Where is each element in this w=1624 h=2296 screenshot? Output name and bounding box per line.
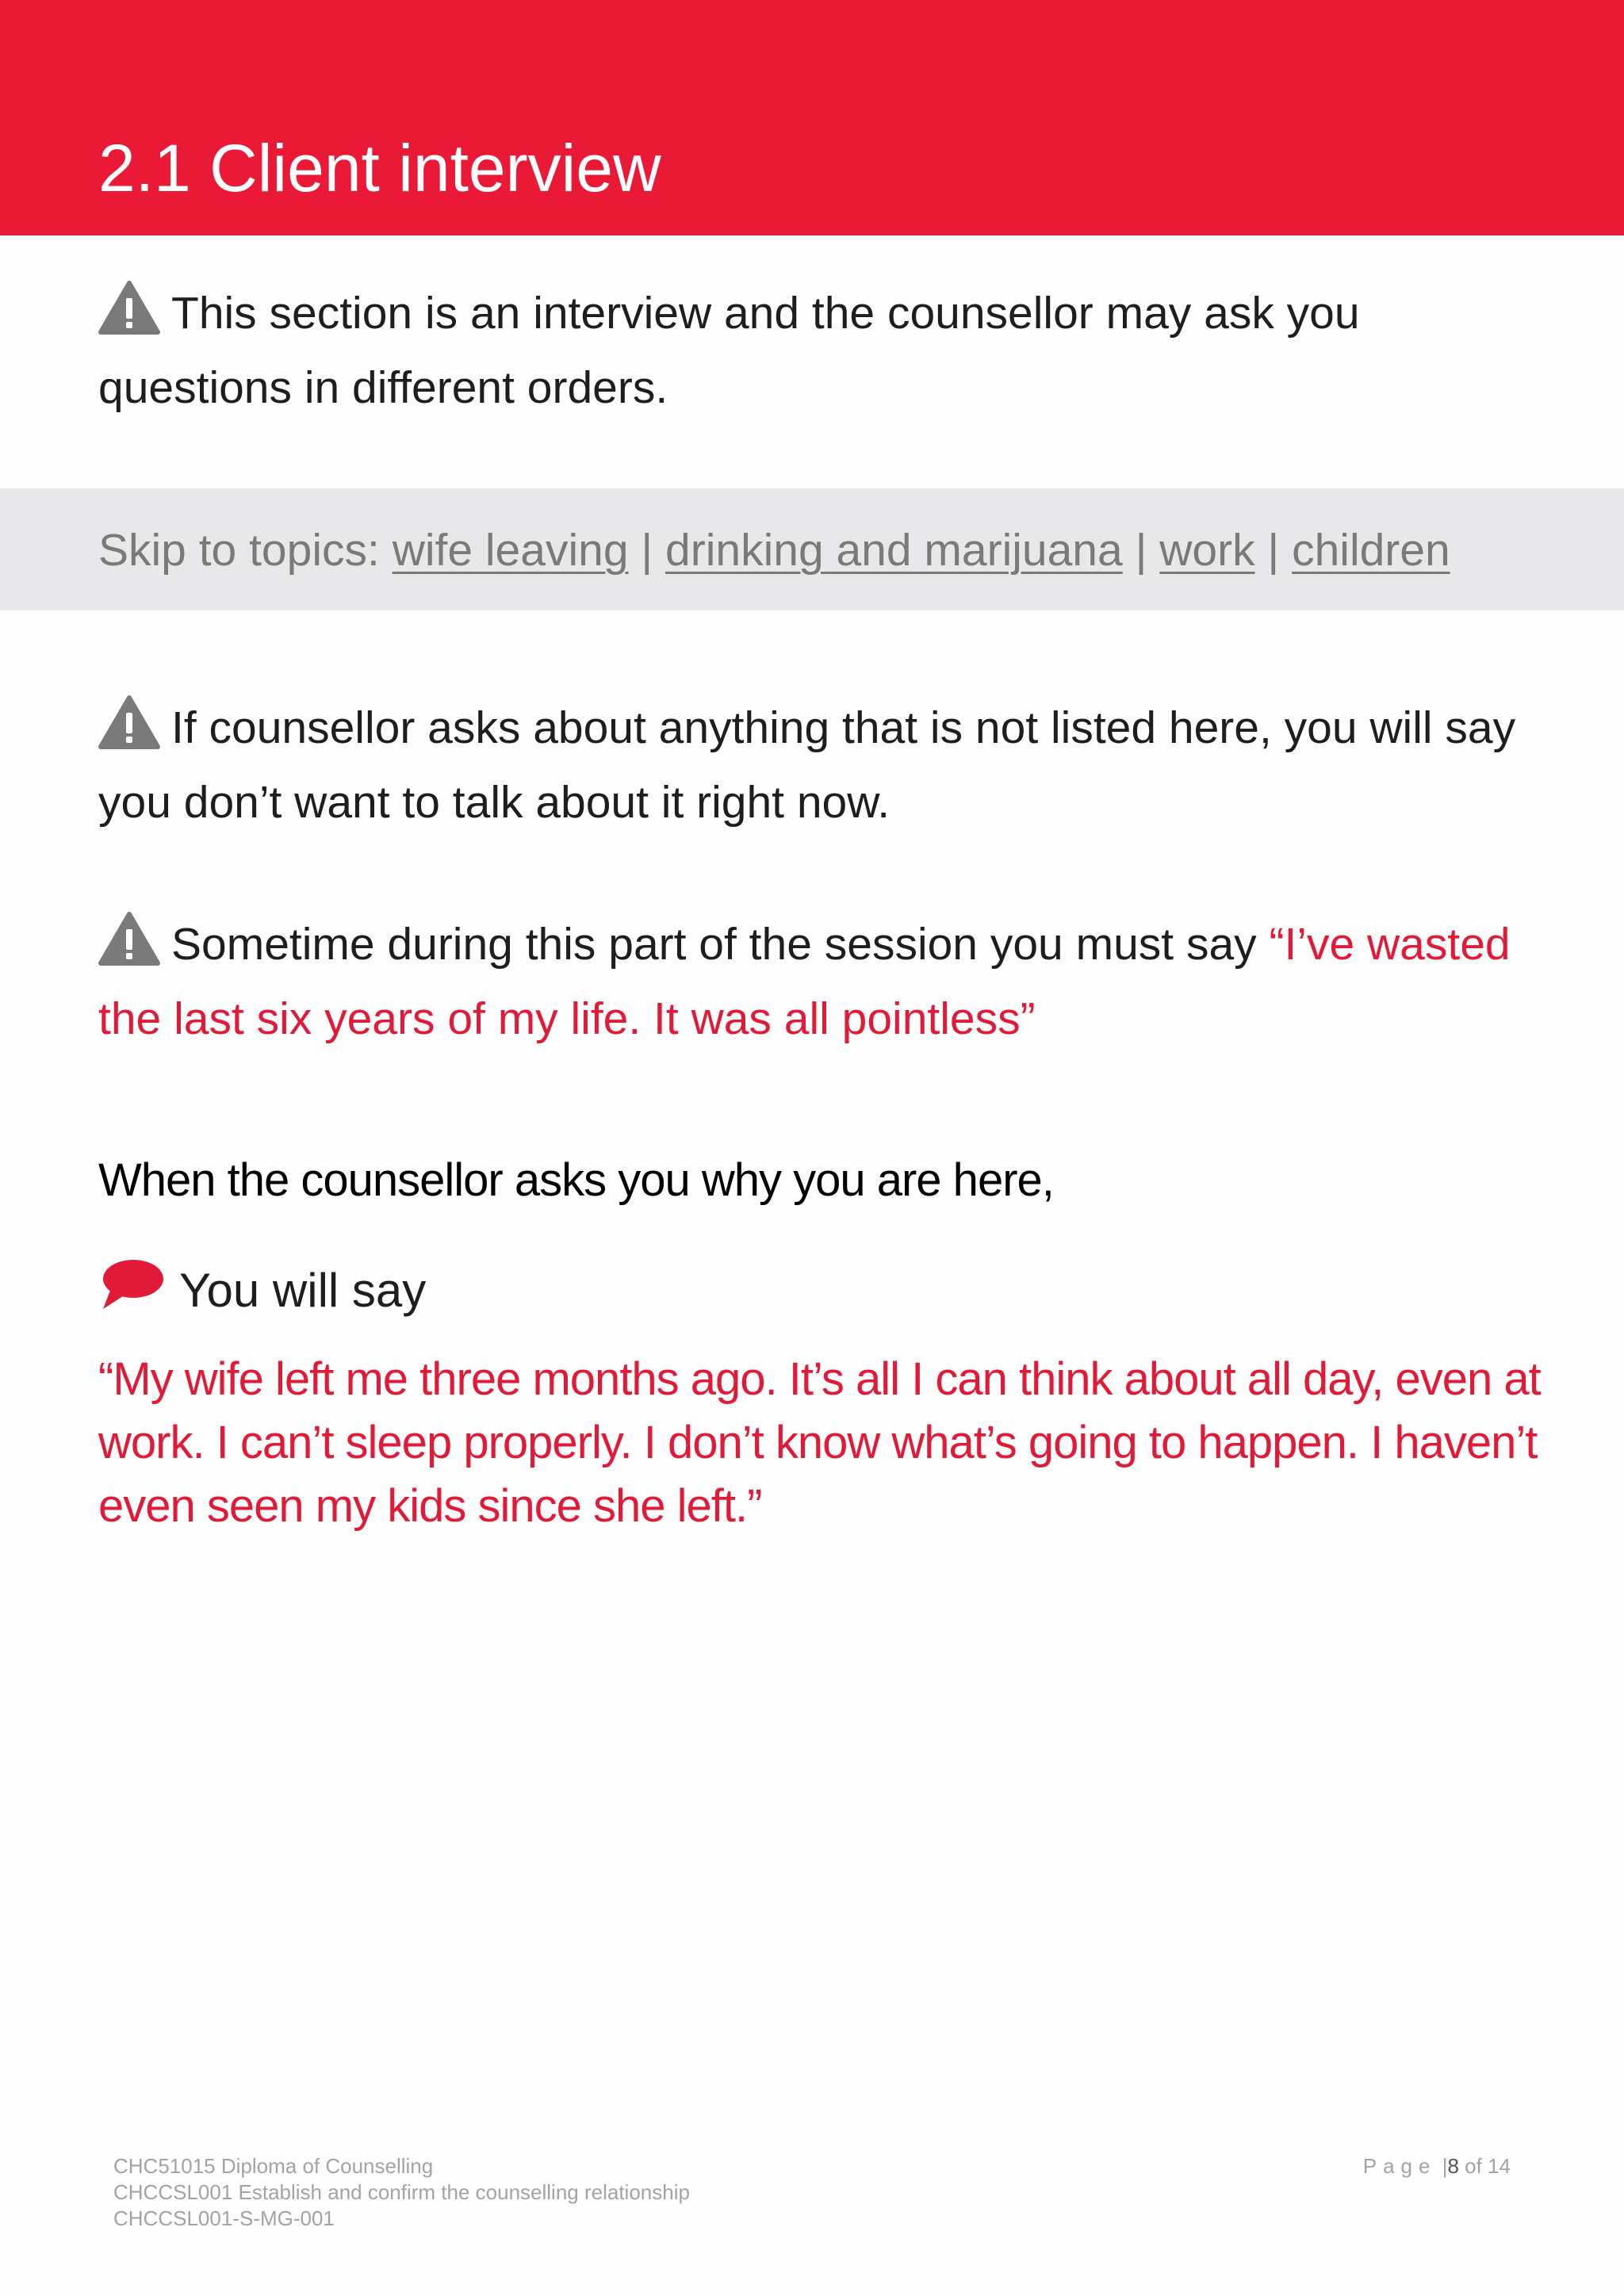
required-quote: “I’ve wasted the last six years of my life. It was all pointless” bbox=[98, 919, 1511, 1044]
speech-bubble-icon bbox=[98, 1257, 179, 1324]
page-separator: | bbox=[1442, 2154, 1448, 2178]
link-children[interactable]: children bbox=[1292, 525, 1450, 576]
page-total: of 14 bbox=[1465, 2154, 1511, 2178]
notice-interview-order bbox=[98, 279, 1557, 422]
footer-line: CHCCSL001-S-MG-001 bbox=[113, 2206, 335, 2230]
page-indicator bbox=[1363, 2153, 1511, 2179]
link-drinking-and-marijuana[interactable]: drinking and marijuana bbox=[665, 525, 1123, 576]
notice-text: This section is an interview and the counsellor may ask you questions in different orders. bbox=[98, 288, 1360, 413]
warning-icon bbox=[98, 912, 160, 985]
you-will-say-label: You will say bbox=[179, 1263, 427, 1317]
notice-unlisted-topics bbox=[98, 694, 1557, 836]
page-number: 8 bbox=[1447, 2154, 1459, 2178]
header-bar bbox=[0, 0, 1624, 235]
separator: | bbox=[1135, 525, 1147, 576]
footer-course-info bbox=[113, 2153, 690, 2232]
you-will-say-row bbox=[98, 1257, 426, 1324]
notice-text: If counsellor asks about anything that is not listed here, you will say you don’t want to talk about it right now. bbox=[98, 702, 1516, 828]
footer-line: CHC51015 Diploma of Counselling bbox=[113, 2154, 434, 2178]
skip-to-topics bbox=[98, 519, 1450, 582]
link-work[interactable]: work bbox=[1159, 525, 1255, 576]
warning-icon bbox=[98, 695, 160, 768]
footer-line: CHCCSL001 Establish and confirm the counselling relationship bbox=[113, 2180, 690, 2204]
separator: | bbox=[1267, 525, 1280, 576]
page-title: 2.1 Client interview bbox=[98, 131, 661, 205]
notice-text: Sometime during this part of the session you must say bbox=[171, 919, 1270, 970]
notice-must-say bbox=[98, 910, 1557, 1053]
skip-prefix: Skip to topics: bbox=[98, 525, 380, 576]
skip-to-topics-bar bbox=[0, 488, 1624, 610]
separator: | bbox=[641, 525, 653, 576]
link-wife-leaving[interactable]: wife leaving bbox=[392, 525, 629, 576]
page-label: Page bbox=[1362, 2154, 1437, 2178]
counsellor-question: When the counsellor asks you why you are here, bbox=[98, 1154, 1054, 1206]
warning-icon bbox=[98, 281, 160, 354]
client-response-quote: “My wife left me three months ago. It’s all I can think about all day, even at work. I can’t sleep properly. I don’t know what’s going to happen. I haven’t even seen my kids since she left.” bbox=[98, 1353, 1541, 1532]
